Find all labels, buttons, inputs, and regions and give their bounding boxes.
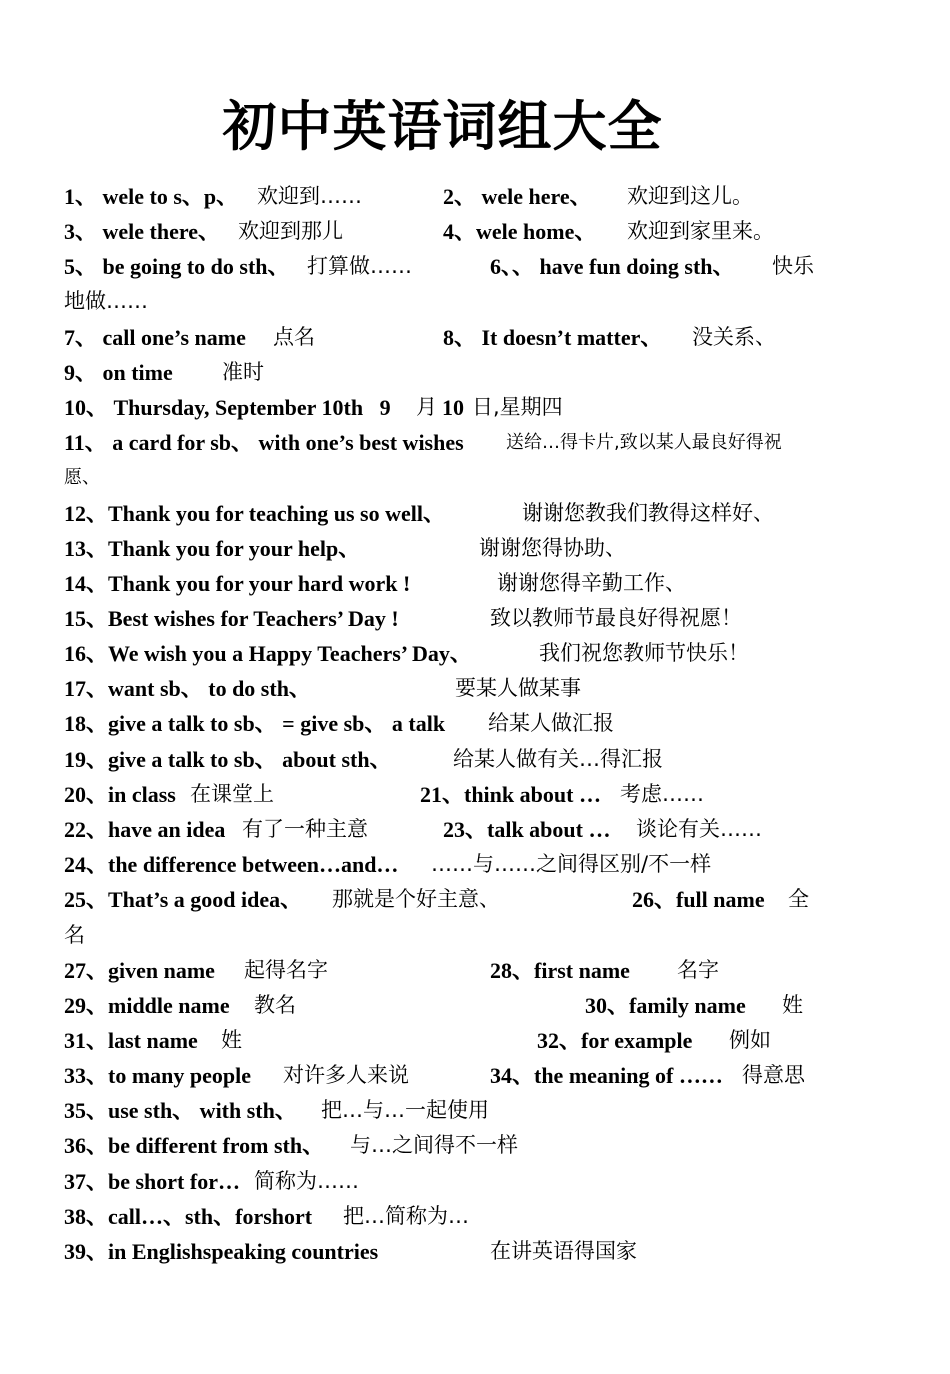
phrase-17-zh: 要某人做某事 [455,676,581,700]
phrase-row-7 [64,425,782,460]
phrase-22-zh: 有了一种主意 [242,817,368,841]
phrase-38-en: 38、call…、sth、forshort [64,1204,318,1229]
phrase-2-en: 2、 wele here、 [443,184,592,209]
phrase-29-en: 29、middle name [64,993,236,1018]
phrase-33-en: 33、to many people [64,1063,257,1088]
phrase-26-en: 26、full name [632,887,771,912]
phrase-31-zh: 姓 [221,1028,242,1052]
phrase-7-zh: 点名 [273,325,315,349]
phrase-6-zh-cont: 地做…… [64,289,148,313]
phrase-3-en: 3、 wele there、 [64,219,226,244]
phrase-24-zh: ……与……之间得区别/不一样 [431,852,712,876]
phrase-36-zh: 与…之间得不一样 [350,1133,518,1157]
phrase-row-19-cont [64,918,86,953]
phrase-17-en: 17、want sb、 to do sth、 [64,676,311,701]
phrase-row-2 [64,214,774,249]
phrase-row-16 [64,777,704,812]
phrase-row-10 [64,566,686,601]
phrase-10-en: 10、 Thursday, September 10th 9 [64,395,391,420]
phrase-11-zh: 送给…得卡片,致以某人最良好得祝 [506,432,782,453]
phrase-2-zh: 欢迎到这儿。 [627,184,753,208]
phrase-19-zh: 给某人做有关…得汇报 [453,747,663,771]
phrase-30-zh: 姓 [782,993,803,1017]
phrase-13-en: 13、Thank you for your help、 [64,536,361,561]
phrase-5-en: 5、 be going to do sth、 [64,254,290,279]
phrase-27-zh: 起得名字 [244,958,328,982]
phrase-16-zh: 我们祝您教师节快乐！ [539,641,749,665]
phrase-row-4 [64,320,776,355]
phrase-39-zh: 在讲英语得国家 [490,1239,637,1263]
phrase-35-en: 35、use sth、 with sth、 [64,1098,303,1123]
phrase-7-en: 7、 call one’s name [64,325,252,350]
phrase-28-zh: 名字 [677,958,719,982]
phrase-11-zh-cont: 愿、 [64,467,100,488]
phrase-14-en: 14、Thank you for your hard work ! [64,571,411,596]
phrase-4-en: 4、wele home、 [443,219,597,244]
phrase-15-en: 15、Best wishes for Teachers’ Day ! [64,606,399,631]
phrase-10-en-day: 10 [442,395,464,420]
phrase-22-en: 22、have an idea [64,817,231,842]
phrase-15-zh: 致以教师节最良好得祝愿！ [490,606,742,630]
phrase-row-9 [64,531,626,566]
phrase-row-3 [64,249,814,284]
phrase-18-zh: 给某人做汇报 [488,711,614,735]
phrase-27-en: 27、given name [64,958,221,983]
phrase-33-zh: 对许多人来说 [283,1063,409,1087]
phrase-row-13 [64,671,581,706]
phrase-row-8 [64,496,774,531]
phrase-10-zh: 日,星期四 [472,395,563,419]
phrase-row-19 [64,882,809,917]
phrase-row-24 [64,1093,489,1128]
phrase-21-en: 21、think about … [420,782,607,807]
phrase-25-en: 25、That’s a good idea、 [64,887,308,912]
phrase-26-zh: 全 [788,887,809,911]
phrase-9-zh: 准时 [222,360,264,384]
phrase-32-en: 32、for example [537,1028,693,1053]
phrase-8-en: 8、 It doesn’t matter、 [443,325,663,350]
phrase-32-zh: 例如 [729,1028,771,1052]
phrase-14-zh: 谢谢您得辛勤工作、 [497,571,686,595]
phrase-38-zh: 把…简称为… [343,1204,469,1228]
phrase-4-zh: 欢迎到家里来。 [627,219,774,243]
phrase-34-en: 34、the meaning of …… [490,1063,723,1088]
phrase-row-3-cont [64,284,148,319]
phrase-row-5 [64,355,264,390]
phrase-1-zh: 欢迎到…… [257,184,362,208]
phrase-8-zh: 没关系、 [692,325,776,349]
phrase-row-6 [64,390,563,425]
phrase-row-18 [64,847,712,882]
phrase-row-15 [64,742,663,777]
phrase-3-zh: 欢迎到那儿 [238,219,343,243]
phrase-13-zh: 谢谢您得协助、 [479,536,626,560]
phrase-11-en: 11、 a card for sb、 with one’s best wishes [64,430,470,455]
phrase-row-21 [64,988,803,1023]
phrase-1-en: 1、 wele to s、p、 [64,184,244,209]
phrase-21-zh: 考虑…… [620,782,704,806]
phrase-31-en: 31、last name [64,1028,204,1053]
phrase-5-zh: 打算做…… [307,254,412,278]
phrase-37-zh: 简称为…… [254,1169,359,1193]
phrase-18-en: 18、give a talk to sb、 = give sb、 a talk [64,711,451,736]
phrase-20-zh: 在课堂上 [190,782,274,806]
phrase-29-zh: 教名 [254,993,296,1017]
phrase-34-zh: 得意思 [742,1063,805,1087]
phrase-row-17 [64,812,762,847]
phrase-37-en: 37、be short for… [64,1169,240,1194]
phrase-row-23 [64,1058,805,1093]
phrase-30-en: 30、family name [585,993,746,1018]
phrase-19-en: 19、give a talk to sb、 about sth、 [64,747,392,772]
page-title: 初中英语词组大全 [222,95,663,158]
phrase-24-en: 24、the difference between…and… [64,852,404,877]
phrase-23-en: 23、talk about … [443,817,616,842]
phrase-39-en: 39、in Englishspeaking countries [64,1239,379,1264]
phrase-row-26 [64,1164,359,1199]
phrase-row-14 [64,706,614,741]
phrase-row-12 [64,636,749,671]
phrase-row-22 [64,1023,771,1058]
phrase-12-en: 12、Thank you for teaching us so well、 [64,501,445,526]
phrase-row-11 [64,601,742,636]
phrase-row-27 [64,1199,469,1234]
phrase-9-en: 9、 on time [64,360,173,385]
phrase-6-zh: 快乐 [772,254,814,278]
phrase-28-en: 28、first name [490,958,630,983]
phrase-row-28 [64,1234,637,1269]
phrase-26-zh-cont: 名 [64,923,85,947]
phrase-row-25 [64,1128,518,1163]
phrase-16-en: 16、We wish you a Happy Teachers’ Day、 [64,641,472,666]
phrase-row-7-cont [64,460,100,495]
phrase-25-zh: 那就是个好主意、 [332,887,500,911]
phrase-12-zh: 谢谢您教我们教得这样好、 [522,501,774,525]
phrase-23-zh: 谈论有关…… [636,817,762,841]
phrase-row-20 [64,953,719,988]
phrase-row-1 [64,179,753,214]
phrase-10-zh-month: 月 [416,395,437,419]
phrase-35-zh: 把…与…一起使用 [321,1098,489,1122]
phrase-36-en: 36、be different from sth、 [64,1133,330,1158]
phrase-6-en: 6、、 have fun doing sth、 [490,254,741,279]
phrase-20-en: 20、in class [64,782,182,807]
